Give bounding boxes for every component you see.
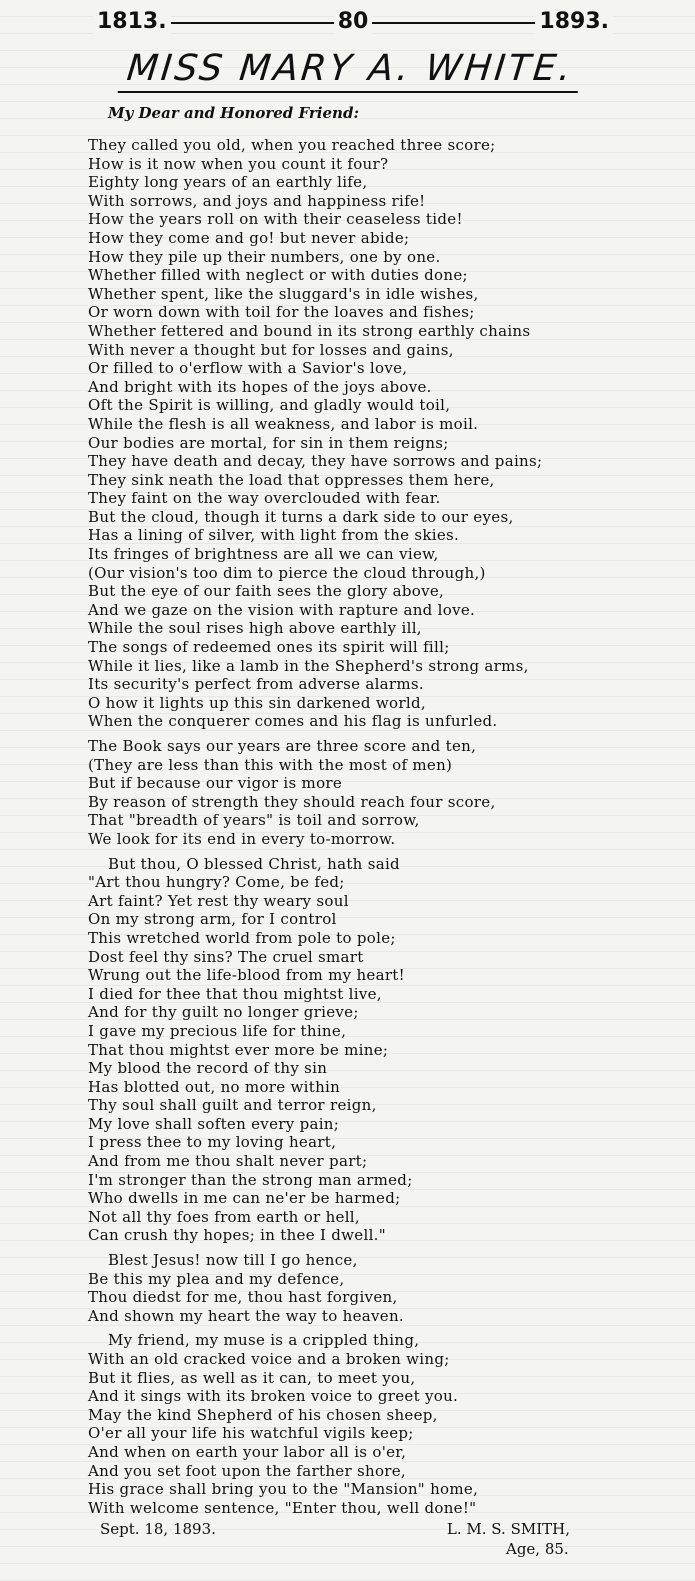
- poem-line: My friend, my muse is a crippled thing,: [108, 1331, 420, 1350]
- poem-line: Eighty long years of an earthly life,: [88, 173, 368, 192]
- poem-line: We look for its end in every to-morrow.: [88, 829, 396, 848]
- poem-line: They faint on the way overclouded with fear.: [88, 489, 441, 508]
- poem-line: But it flies, as well as it can, to meet you,: [88, 1368, 416, 1387]
- poem-line: And we gaze on the vision with rapture and love.: [88, 600, 476, 619]
- poem-line: With sorrows, and joys and happiness rife!: [88, 191, 426, 210]
- header-line: [93, 6, 613, 36]
- poem-line: Thy soul shall guilt and terror reign,: [88, 1096, 377, 1115]
- poem-line: They called you old, when you reached three score;: [88, 136, 496, 154]
- poem-line: On my strong arm, for I control: [88, 910, 337, 929]
- poem-stanza: [88, 1331, 678, 1517]
- poem-line: Its security's perfect from adverse alarms.: [88, 675, 424, 694]
- poem-line: (They are less than this with the most of men): [88, 755, 453, 774]
- poem-line: O'er all your life his watchful vigils keep;: [88, 1424, 414, 1443]
- poem-line: And bright with its hopes of the joys above.: [88, 377, 432, 396]
- footer-author: L. M. S. SMITH,: [446, 1520, 570, 1538]
- page-title: MISS MARY A. WHITE.: [118, 48, 583, 93]
- poem-stanza: [88, 737, 678, 849]
- poem-line: With welcome sentence, "Enter thou, well done!": [88, 1498, 477, 1517]
- poem-line: Oft the Spirit is willing, and gladly would toil,: [88, 396, 451, 415]
- poem-line: And for thy guilt no longer grieve;: [88, 1003, 359, 1022]
- header-year-start: 1813.: [93, 9, 171, 34]
- poem-line: Can crush thy hopes; in thee I dwell.": [88, 1226, 386, 1245]
- poem-line: Or worn down with toil for the loaves and fishes;: [88, 303, 475, 322]
- poem-line: Art faint? Yet rest thy weary soul: [88, 891, 349, 910]
- poem-line: Our bodies are mortal, for sin in them reigns;: [88, 433, 449, 452]
- poem-line: Wrung out the life-blood from my heart!: [88, 966, 405, 985]
- poem-line: The Book says our years are three score and ten,: [88, 737, 477, 755]
- poem-line: But the cloud, though it turns a dark side to our eyes,: [88, 507, 514, 526]
- poem-line: Thou diedst for me, thou hast forgiven,: [88, 1288, 398, 1307]
- poem-line: With an old cracked voice and a broken wing;: [88, 1350, 450, 1368]
- poem-stanza: [88, 855, 678, 1245]
- poem-line: (Our vision's too dim to pierce the cloud through,): [88, 563, 486, 582]
- poem-line: That "breadth of years" is toil and sorrow,: [88, 811, 420, 830]
- poem-line: But the eye of our faith sees the glory above,: [88, 582, 445, 601]
- poem-line: While it lies, like a lamb in the Shepherd's strong arms,: [88, 656, 529, 675]
- poem-line: Has a lining of silver, with light from the skies.: [88, 526, 460, 545]
- poem-line: I'm stronger than the strong man armed;: [88, 1170, 413, 1189]
- poem-line: His grace shall bring you to the "Mansion" home,: [88, 1480, 479, 1499]
- header-age: 80: [334, 9, 373, 34]
- poem-line: Dost feel thy sins? The cruel smart: [88, 947, 364, 966]
- poem-line: When the conquerer comes and his flag is unfurled.: [88, 712, 498, 731]
- poem-line: Blest Jesus! now till I go hence,: [108, 1251, 358, 1270]
- poem-line: This wretched world from pole to pole;: [88, 928, 396, 947]
- poem-line: But thou, O blessed Christ, hath said: [108, 854, 400, 873]
- poem-stanza: [88, 1251, 678, 1325]
- footer-date: Sept. 18, 1893.: [100, 1520, 216, 1538]
- poem-line: Whether fettered and bound in its strong earthly chains: [88, 321, 531, 340]
- poem-line: By reason of strength they should reach four score,: [88, 792, 496, 811]
- poem-line: But if because our vigor is more: [88, 774, 343, 793]
- poem-line: "Art thou hungry? Come, be fed;: [88, 873, 345, 892]
- poem-line: With never a thought but for losses and gains,: [88, 340, 454, 359]
- header-year-end: 1893.: [535, 9, 613, 34]
- poem-line: Who dwells in me can ne'er be harmed;: [88, 1189, 401, 1208]
- salutation: My Dear and Honored Friend:: [108, 104, 359, 122]
- poem-line: Its fringes of brightness are all we can view,: [88, 545, 439, 564]
- poem-line: Be this my plea and my defence,: [88, 1269, 345, 1288]
- poem-line: While the soul rises high above earthly ill,: [88, 619, 422, 638]
- poem-line: And you set foot upon the farther shore,: [88, 1461, 407, 1480]
- poem-line: And it sings with its broken voice to greet you.: [88, 1387, 459, 1406]
- poem-line: And when on earth your labor all is o'er,: [88, 1442, 407, 1461]
- poem-line: O how it lights up this sin darkened world,: [88, 693, 426, 712]
- poem-line: Not all thy foes from earth or hell,: [88, 1207, 360, 1226]
- poem-line: How they pile up their numbers, one by one.: [88, 247, 441, 266]
- poem-line: Whether filled with neglect or with duties done;: [88, 266, 468, 285]
- poem-line: How the years roll on with their ceaseless tide!: [88, 210, 463, 229]
- poem-line: Whether spent, like the sluggard's in idle wishes,: [88, 284, 479, 303]
- poem-line: The songs of redeemed ones its spirit will fill;: [88, 638, 450, 657]
- poem-line: That thou mightst ever more be mine;: [88, 1040, 389, 1059]
- poem-line: And shown my heart the way to heaven.: [88, 1306, 404, 1325]
- poem-line: They sink neath the load that oppresses them here,: [88, 470, 495, 489]
- poem-line: I died for thee that thou mightst live,: [88, 984, 382, 1003]
- poem-line: I gave my precious life for thine,: [88, 1021, 347, 1040]
- poem-body: [88, 136, 678, 1517]
- poem-line: May the kind Shepherd of his chosen sheep,: [88, 1405, 438, 1424]
- poem-line: And from me thou shalt never part;: [88, 1152, 368, 1171]
- poem-line: How is it now when you count it four?: [88, 154, 389, 173]
- poem-line: How they come and go! but never abide;: [88, 228, 410, 247]
- poem-line: Has blotted out, no more within: [88, 1077, 341, 1096]
- poem-line: They have death and decay, they have sorrows and pains;: [88, 452, 543, 471]
- footer-age: Age, 85.: [506, 1540, 569, 1558]
- poem-stanza: [88, 136, 678, 731]
- poem-line: My love shall soften every pain;: [88, 1114, 340, 1133]
- signature-block: [100, 1520, 570, 1538]
- poem-line: Or filled to o'erflow with a Savior's love,: [88, 359, 408, 378]
- poem-line: While the flesh is all weakness, and labor is moil.: [88, 414, 479, 433]
- poem-line: I press thee to my loving heart,: [88, 1133, 337, 1152]
- poem-line: My blood the record of thy sin: [88, 1059, 328, 1078]
